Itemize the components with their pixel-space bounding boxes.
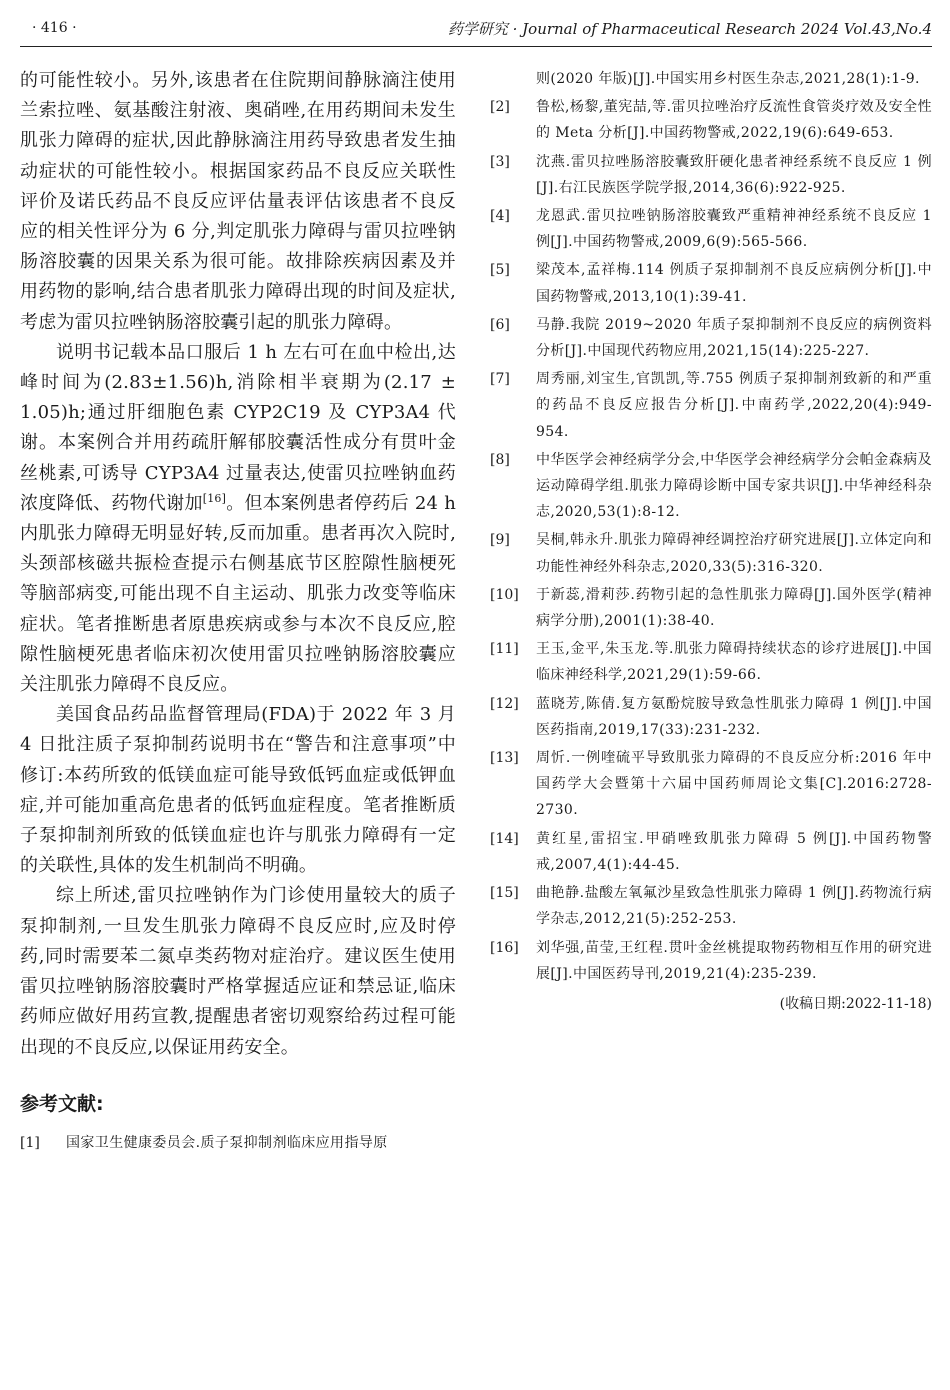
reference-item [490,94,932,146]
reference-text: 曲艳静.盐酸左氧氟沙星致急性肌张力障碍 1 例[J].药物流行病学杂志,2012,21(5):252-253. [536,885,932,928]
references-heading: 参考文献: [20,1092,104,1115]
reference-text: 马静.我院 2019~2020 年质子泵抑制剂不良反应的病例资料分析[J].中国现代药物应用,2021,15(14):225-227. [536,316,932,360]
reference-number: [7] [490,371,510,388]
reference-text: 蓝晓芳,陈倩.复方氨酚烷胺导致急性肌张力障碍 1 例[J].中国医药指南,2019,17(33):231-232. [536,695,932,738]
reference-item-continued [490,66,932,92]
reference-number: [3] [490,153,510,170]
para2-text-a: 说明书记载本品口服后 1 h 左右可在血中检出,达峰时间为(2.83±1.56)h,消除相半衰期为(2.17 ± 1.05)h;通过肝细胞色素 CYP2C19 及 CYP3A4 代谢。本案例合并用药疏肝解郁胶囊活性成分有贯叶金丝桃素,可诱导 CYP3A4 过量表达,使雷贝拉唑钠血药浓度降低、药物代谢加 [20,341,456,514]
reference-number: [15] [490,885,519,902]
reference-item [490,257,932,309]
reference-item [490,691,932,743]
reference-item [490,880,932,932]
reference-item [490,366,932,445]
reference-text: 鲁松,杨黎,董宪喆,等.雷贝拉唑治疗反流性食管炎疗效及安全性的 Meta 分析[J].中国药物警戒,2022,19(6):649-653. [536,99,932,142]
reference-text: 王玉,金平,朱玉龙.等.肌张力障碍持续状态的诊疗进展[J].中国临床神经科学,2021,29(1):59-66. [536,641,932,684]
received-date: (收稿日期:2022-11-18) [779,995,932,1012]
para2-text-b: 。但本案例患者停药后 24 h 内肌张力障碍无明显好转,反而加重。患者再次入院时,头颈部核磁共振检查提示右侧基底节区腔隙性脑梗死等脑部病变,可能出现不自主运动、肌张力改变等临床症状。笔者推断患者原患疾病或参与本次不良反应,腔隙性脑梗死患者临床初次使用雷贝拉唑钠肠溶胶囊应关注肌张力障碍不良反应。 [20,492,457,696]
reference-text: 龙恩武.雷贝拉唑钠肠溶胶囊致严重精神神经系统不良反应 1 例[J].中国药物警戒,2009,6(9):565-566. [536,208,932,251]
reference-text: 于新蕊,滑莉莎.药物引起的急性肌张力障碍[J].国外医学(精神病学分册),2001(1):38-40. [536,586,932,630]
reference-item [490,935,932,987]
reference-number: [14] [490,830,519,847]
body-paragraph-3: 美国食品药品监督管理局(FDA)于 2022 年 3 月 4 日批注质子泵抑制药说明书在“警告和注意事项”中修订:本药所致的低镁血症可能导致低钙血症或低钾血症,并可能加重高危患者的低钙血症程度。笔者推断质子泵抑制剂所致的低镁血症也许与肌张力障碍有一定的关联性,具体的发生机制尚不明确。 [20,704,456,877]
reference-item [490,203,932,255]
reference-text: 中华医学会神经病学分会,中华医学会神经病学分会帕金森病及运动障碍学组.肌张力障碍诊断中国专家共识[J].中华神经科杂志,2020,53(1):8-12. [536,451,932,521]
reference-text: 国家卫生健康委员会.质子泵抑制剂临床应用指导原 [66,1134,388,1151]
reference-item [490,636,932,688]
reference-item [490,312,932,364]
reference-number: [16] [490,939,519,956]
reference-text: 黄红星,雷招宝.甲硝唑致肌张力障碍 5 例[J].中国药物警戒,2007,4(1):44-45. [536,830,932,873]
reference-number: [5] [490,262,510,279]
reference-item [490,447,932,526]
reference-text: 吴桐,韩永升.肌张力障碍神经调控治疗研究进展[J].立体定向和功能性神经外科杂志,2020,33(5):316-320. [536,532,932,575]
reference-number: [12] [490,695,519,712]
citation-16: [16] [202,491,227,505]
reference-text: 梁茂本,孟祥梅.114 例质子泵抑制剂不良反应病例分析[J].中国药物警戒,2013,10(1):39-41. [536,262,932,305]
reference-item [20,1130,456,1156]
journal-title: 药学研究 · Journal of Pharmaceutical Research 2024 Vol.43,No.4 [447,20,932,38]
reference-text: 周秀丽,刘宝生,官凯凯,等.755 例质子泵抑制剂致新的和严重的药品不良反应报告分析[J].中南药学,2022,20(4):949-954. [536,371,932,440]
reference-item [490,527,932,579]
reference-text: 刘华强,苗莹,王红程.贯叶金丝桃提取物药物相互作用的研究进展[J].中国医药导刊,2019,21(4):235-239. [536,939,932,982]
left-column [20,66,456,1158]
reference-text: 周忻.一例喹硫平导致肌张力障碍的不良反应分析:2016 年中国药学大会暨第十六届中国药师周论文集[C].2016:2728-2730. [536,750,932,819]
reference-item [490,149,932,201]
reference-number: [2] [490,99,510,116]
right-column [490,66,932,1013]
body-paragraph-2 [20,338,456,700]
body-paragraph-4: 综上所述,雷贝拉唑钠作为门诊使用量较大的质子泵抑制剂,一旦发生肌张力障碍不良反应时,应及时停药,同时需要苯二氮卓类药物对症治疗。建议医生使用雷贝拉唑钠肠溶胶囊时严格掌握适应证和禁忌证,临床药师应做好用药宣教,提醒患者密切观察给药过程可能出现的不良反应,以保证用药安全。 [20,885,456,1058]
reference-number: [10] [490,586,519,603]
reference-item [490,826,932,878]
reference-number: [9] [490,532,510,549]
reference-number: [4] [490,208,510,225]
page-header [20,16,932,47]
reference-number: [13] [490,750,519,767]
reference-text: 沈燕.雷贝拉唑肠溶胶囊致肝硬化患者神经系统不良反应 1 例[J].右江民族医学院学报,2014,36(6):922-925. [536,153,932,196]
body-paragraph-1: 的可能性较小。另外,该患者在住院期间静脉滴注使用兰索拉唑、氨基酸注射液、奥硝唑,在用药期间未发生肌张力障碍的症状,因此静脉滴注用药导致患者发生抽动症状的可能性较小。根据国家药品不良反应关联性评价及诺氏药品不良反应评估量表评估该患者不良反应的相关性评分为 6 分,判定肌张力障碍与雷贝拉唑钠肠溶胶囊的因果关系为很可能。故排除疾病因素及并用药物的影响,结合患者肌张力障碍出现的时间及症状,考虑为雷贝拉唑钠肠溶胶囊引起的肌张力障碍。 [20,70,456,333]
reference-text: 则(2020 年版)[J].中国实用乡村医生杂志,2021,28(1):1-9. [536,71,920,87]
reference-number: [1] [20,1134,40,1151]
reference-number: [8] [490,451,510,468]
reference-number: [6] [490,316,510,333]
reference-number: [11] [490,641,519,658]
reference-item [490,582,932,634]
page-number: · 416 · [32,20,77,36]
reference-item [490,745,932,824]
